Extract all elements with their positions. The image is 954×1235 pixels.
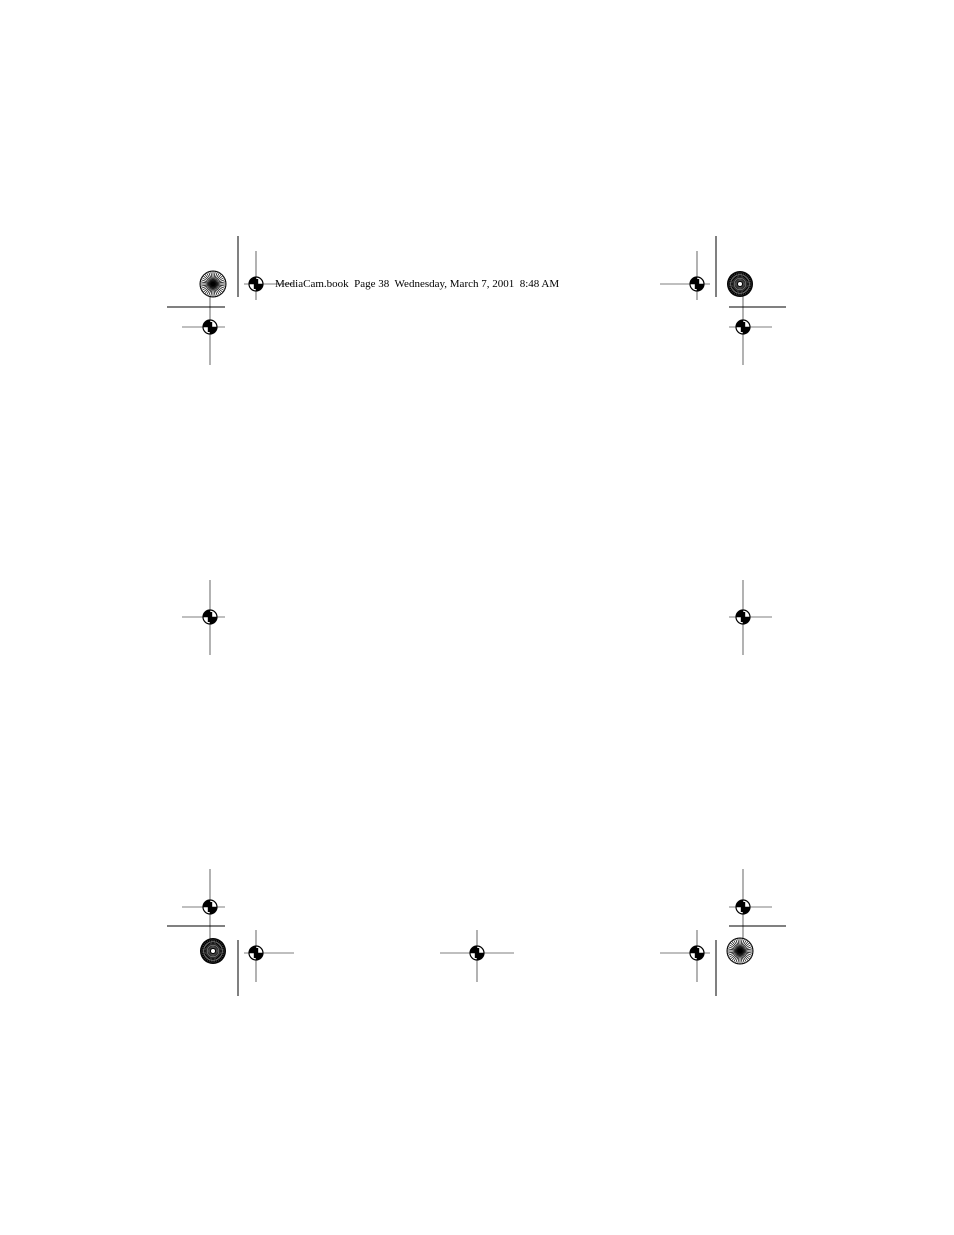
dark-concentric-target-icon bbox=[200, 938, 226, 964]
crop-mark-top-right bbox=[716, 236, 786, 307]
registration-crosshair-icon bbox=[660, 251, 710, 300]
crop-mark-bottom-left bbox=[167, 926, 238, 996]
registration-crosshair-icon bbox=[182, 869, 225, 945]
registration-crosshair-icon bbox=[660, 930, 710, 982]
registration-crosshair-icon bbox=[182, 580, 225, 655]
document-slug-line: MediaCam.book Page 38 Wednesday, March 7, 2001 8:48 AM bbox=[275, 278, 560, 290]
registration-crosshair-icon bbox=[729, 290, 772, 365]
starburst-target-icon bbox=[727, 938, 753, 964]
registration-crosshair-icon bbox=[729, 869, 772, 945]
crop-mark-bottom-right bbox=[716, 926, 786, 996]
starburst-target-icon bbox=[200, 271, 226, 297]
registration-crosshair-icon bbox=[182, 290, 225, 365]
registration-crosshair-icon bbox=[440, 930, 514, 982]
registration-crosshair-icon bbox=[729, 580, 772, 655]
crop-mark-top-left bbox=[167, 236, 238, 307]
registration-crosshair-icon bbox=[244, 930, 294, 982]
registration-crosshair-icon bbox=[244, 251, 294, 300]
dark-concentric-target-icon bbox=[727, 271, 753, 297]
